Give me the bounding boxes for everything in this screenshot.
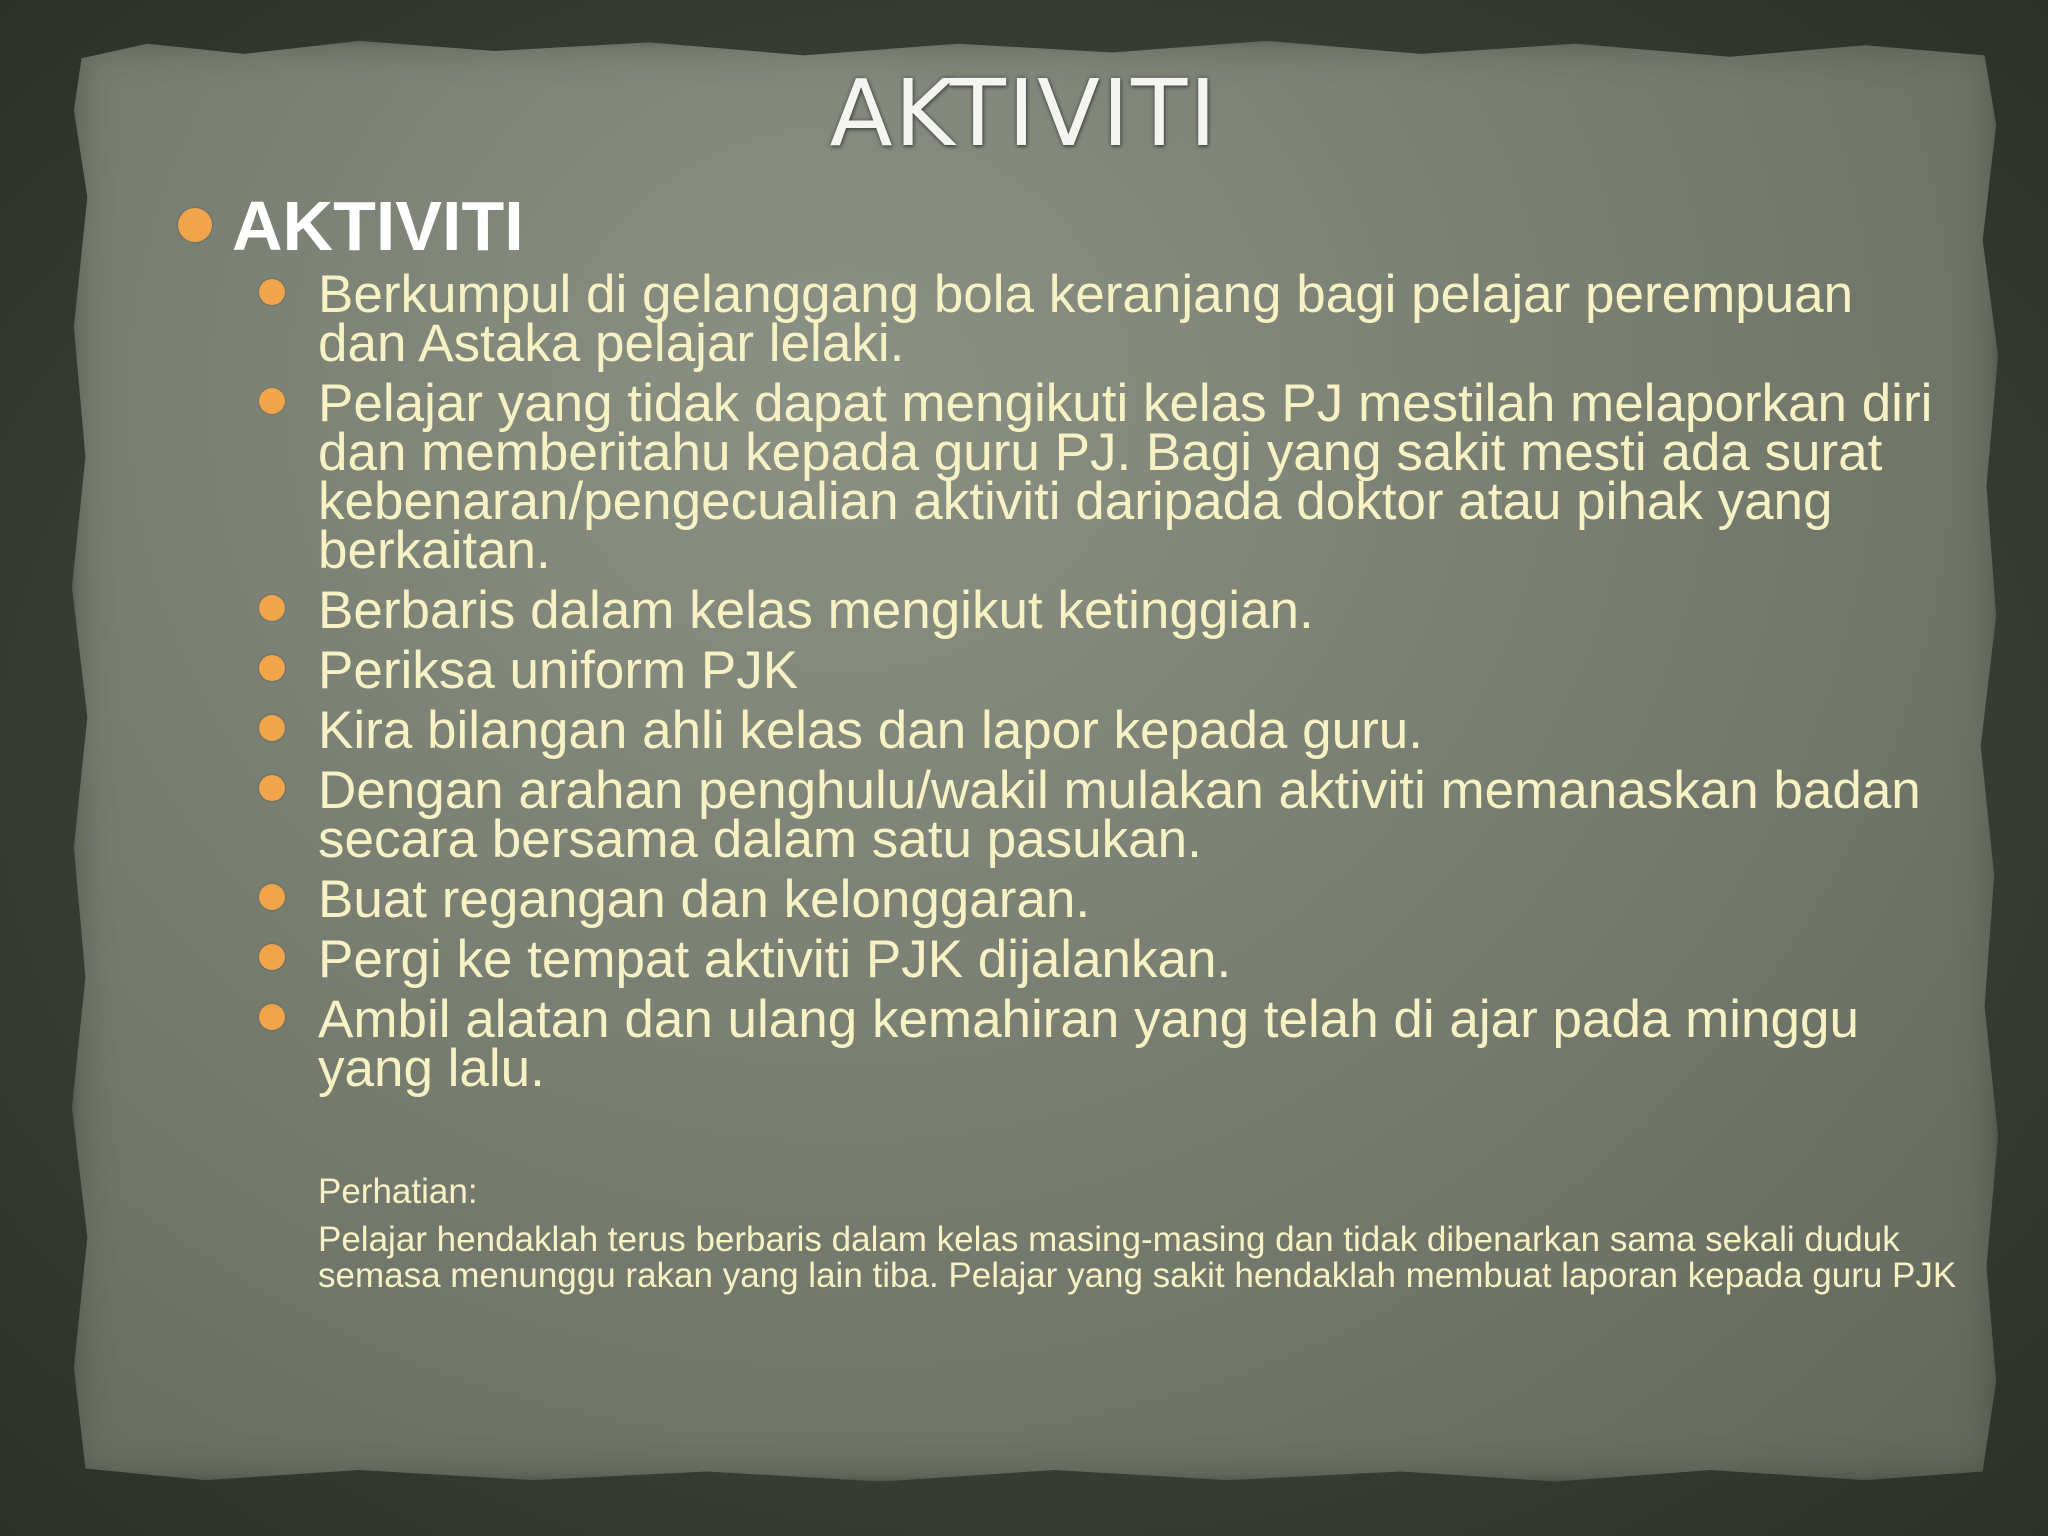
list-item-text: Periksa uniform PJK bbox=[318, 641, 799, 700]
list-item-text: Dengan arahan penghulu/wakil mulakan aktiviti memanaskan badan secara bersama dalam satu pasukan. bbox=[318, 761, 1921, 869]
orange-bullet-icon bbox=[259, 715, 285, 741]
list-item bbox=[178, 374, 1938, 580]
orange-bullet-icon bbox=[259, 279, 285, 305]
list-item-text: Berbaris dalam kelas mengikut ketinggian. bbox=[318, 581, 1314, 640]
list-item bbox=[178, 761, 1938, 869]
list-item bbox=[178, 990, 1938, 1098]
list-item-text: Ambil alatan dan ulang kemahiran yang telah di ajar pada minggu yang lalu. bbox=[318, 990, 1859, 1098]
list-item bbox=[178, 701, 1938, 760]
list-item bbox=[178, 581, 1938, 640]
attention-note bbox=[318, 1172, 1958, 1294]
slide-content bbox=[178, 186, 1938, 1104]
orange-bullet-icon bbox=[259, 944, 285, 970]
orange-bullet-icon bbox=[178, 208, 212, 242]
orange-bullet-icon bbox=[259, 1004, 285, 1030]
slide-title: AKTIVITI bbox=[829, 60, 1219, 167]
main-bullet-label: AKTIVITI bbox=[232, 187, 524, 265]
list-item-text: Berkumpul di gelanggang bola keranjang bagi pelajar perempuan dan Astaka pelajar lelaki. bbox=[318, 265, 1854, 373]
list-item bbox=[178, 930, 1938, 989]
orange-bullet-icon bbox=[259, 775, 285, 801]
list-item-text: Pelajar yang tidak dapat mengikuti kelas PJ mestilah melaporkan diri dan memberitahu kepada guru PJ. Bagi yang sakit mesti ada surat kebenaran/pengecualian aktiviti daripada doktor atau pihak yang berkaitan. bbox=[318, 374, 1933, 580]
list-item-text: Pergi ke tempat aktiviti PJK dijalankan. bbox=[318, 930, 1232, 989]
orange-bullet-icon bbox=[259, 884, 285, 910]
list-item-text: Kira bilangan ahli kelas dan lapor kepada guru. bbox=[318, 701, 1423, 760]
activity-list bbox=[178, 265, 1938, 1098]
list-item bbox=[178, 870, 1938, 929]
orange-bullet-icon bbox=[259, 655, 285, 681]
note-heading: Perhatian: bbox=[318, 1172, 478, 1211]
orange-bullet-icon bbox=[259, 388, 285, 414]
orange-bullet-icon bbox=[259, 595, 285, 621]
list-item-text: Buat regangan dan kelonggaran. bbox=[318, 870, 1091, 929]
list-item bbox=[178, 641, 1938, 700]
main-bullet bbox=[178, 186, 1938, 266]
note-body: Pelajar hendaklah terus berbaris dalam kelas masing-masing dan tidak dibenarkan sama sekali duduk semasa menunggu rakan yang lain tiba. Pelajar yang sakit hendaklah membuat laporan kepada guru PJK bbox=[318, 1220, 1957, 1295]
list-item bbox=[178, 265, 1938, 373]
